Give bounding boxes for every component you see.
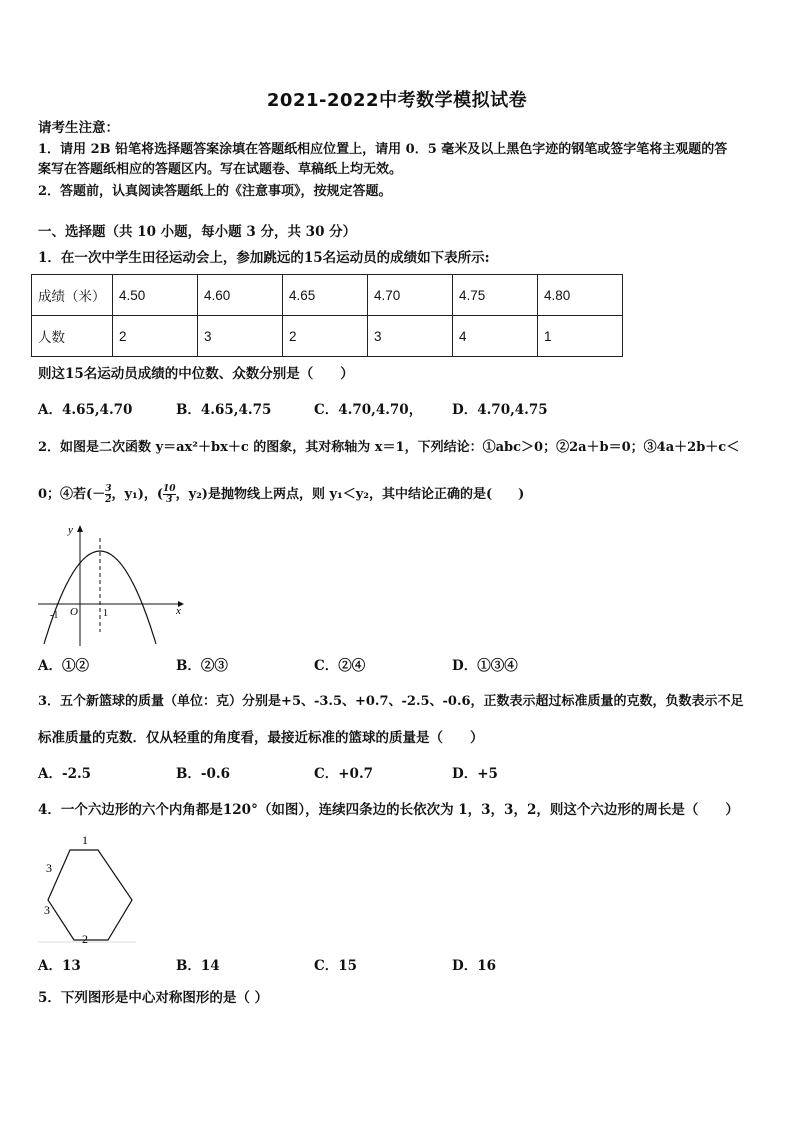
q3-option-b[interactable]: B．-0.6 [176, 766, 230, 782]
fraction: $\frac{10}{3}$ [163, 484, 176, 505]
table-cell: 2 [283, 316, 368, 357]
parabola-graph [34, 520, 194, 650]
notice-line-1b: 案写在答题纸相应的答题区内。写在试题卷、草稿纸上均无效。 [38, 162, 403, 177]
q2-option-c[interactable]: C．②④ [314, 658, 366, 674]
score-table [31, 274, 623, 357]
side-label: 3 [46, 861, 52, 875]
q4-stem: 4．一个六边形的六个内角都是120°（如图），连续四条边的长依次为 1，3，3，2，则这个六边形的周长是（ ） [38, 802, 739, 818]
q1-question: 则这15名运动员成绩的中位数、众数分别是（ ） [38, 366, 354, 382]
hexagon-figure [36, 828, 146, 948]
table-row [32, 316, 623, 357]
table-cell: 4.65 [283, 275, 368, 316]
table-cell: 3 [368, 316, 453, 357]
page-title: 2021-2022中考数学模拟试卷 [266, 90, 528, 111]
origin-label: O [70, 606, 78, 618]
q2-stem-part-a: 0；④若(－ [38, 487, 106, 502]
table-cell: 3 [198, 316, 283, 357]
q2-option-d[interactable]: D．①③④ [452, 658, 518, 674]
side-label: 1 [82, 833, 88, 847]
q2-stem-part-c: ，y₂)是抛物线上两点，则 y₁＜y₂，其中结论正确的是( ) [175, 487, 525, 502]
table-cell: 4.50 [113, 275, 198, 316]
q2-stem-line2 [38, 484, 524, 505]
q1-option-c[interactable]: C．4.70,4.70， [314, 402, 423, 418]
minus-one-label: -1 [50, 610, 59, 621]
table-cell: 4.75 [453, 275, 538, 316]
q4-option-c[interactable]: C．15 [314, 958, 358, 974]
y-label: y [68, 524, 73, 536]
q1-stem: 1．在一次中学生田径运动会上，参加跳远的15名运动员的成绩如下表所示: [38, 250, 490, 266]
q1-option-a[interactable]: A．4.65,4.70 [38, 402, 133, 418]
table-cell: 4.80 [538, 275, 623, 316]
table-cell: 成绩（米） [32, 275, 113, 316]
q2-option-a[interactable]: A．①② [38, 658, 89, 674]
q1-option-d[interactable]: D．4.70,4.75 [452, 402, 548, 418]
q2-stem-part-b: ，y₁)，( [111, 487, 164, 502]
one-label: 1 [103, 608, 108, 619]
table-cell: 4.60 [198, 275, 283, 316]
q4-option-b[interactable]: B．14 [176, 958, 220, 974]
q2-stem-line1: 2．如图是二次函数 y＝ax²＋bx＋c 的图象，其对称轴为 x＝1，下列结论：①abc＞0；②2a＋b＝0；③4a＋2b＋c＜ [38, 440, 740, 455]
notice-line-2: 2．答题前，认真阅读答题纸上的《注意事项》，按规定答题。 [38, 184, 392, 199]
q3-option-c[interactable]: C．+0.7 [314, 766, 374, 782]
section-heading: 一、选择题（共 10 小题，每小题 3 分，共 30 分） [38, 224, 357, 240]
table-cell: 4 [453, 316, 538, 357]
table-row [32, 275, 623, 316]
q5-stem: 5．下列图形是中心对称图形的是（ ） [38, 990, 269, 1006]
fraction: $\frac{3}{2}$ [105, 484, 112, 505]
notice-heading: 请考生注意： [38, 120, 119, 136]
q4-option-a[interactable]: A．13 [38, 958, 81, 974]
y-axis-arrow [77, 525, 83, 532]
notice-line-1: 1．请用 2B 铅笔将选择题答案涂填在答题纸相应位置上，请用 0．5 毫米及以上黑色字迹的钢笔或签字笔将主观题的答 [38, 142, 728, 157]
q1-option-b[interactable]: B．4.65,4.75 [176, 402, 272, 418]
table-cell: 1 [538, 316, 623, 357]
side-label: 2 [82, 932, 88, 946]
side-label: 3 [44, 903, 50, 917]
table-cell: 2 [113, 316, 198, 357]
x-label: x [176, 605, 181, 617]
table-cell: 4.70 [368, 275, 453, 316]
q3-option-a[interactable]: A．-2.5 [38, 766, 92, 782]
q3-stem-line1: 3．五个新篮球的质量（单位：克）分别是+5、-3.5、+0.7、-2.5、-0.6，正数表示超过标准质量的克数，负数表示不足 [38, 694, 744, 709]
q4-option-d[interactable]: D．16 [452, 958, 496, 974]
hexagon [48, 850, 132, 940]
q3-stem-line2: 标准质量的克数．仅从轻重的角度看，最接近标准的篮球的质量是（ ） [38, 730, 484, 746]
q2-option-b[interactable]: B．②③ [176, 658, 228, 674]
table-cell: 人数 [32, 316, 113, 357]
q3-option-d[interactable]: D．+5 [452, 766, 498, 782]
